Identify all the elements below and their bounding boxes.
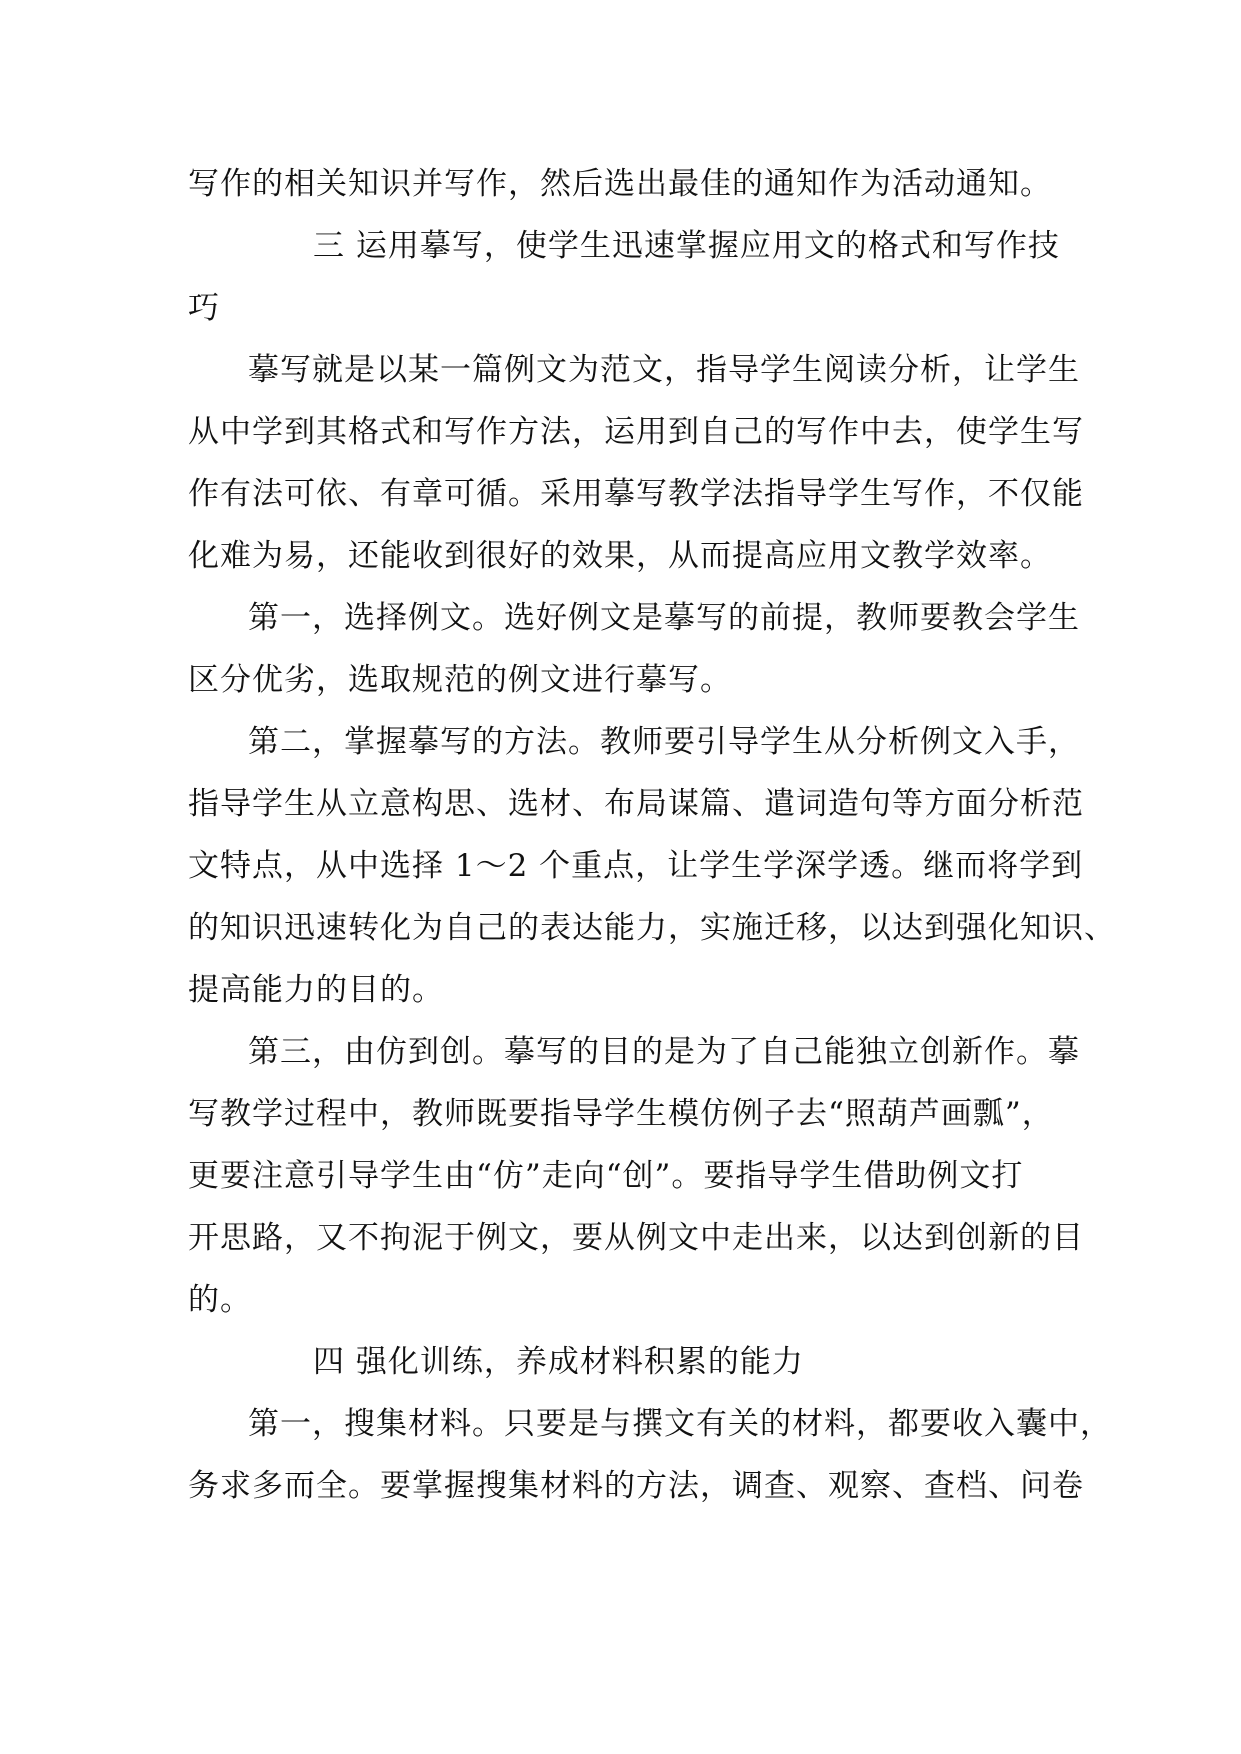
paragraph-start: 第二，掌握摹写的方法。教师要引导学生从分析例文入手， xyxy=(248,724,1080,760)
text-line: 务求多而全。要掌握搜集材料的方法，调查、观察、查档、问卷 xyxy=(188,1468,1084,1504)
text-line: 巧 xyxy=(188,290,220,326)
text-line: 提高能力的目的。 xyxy=(188,972,444,1008)
text-line: 写作的相关知识并写作，然后选出最佳的通知作为活动通知。 xyxy=(188,166,1052,202)
text-line: 作有法可依、有章可循。采用摹写教学法指导学生写作，不仅能 xyxy=(188,476,1084,512)
paragraph-start: 第三，由仿到创。摹写的目的是为了自己能独立创新作。摹 xyxy=(248,1034,1080,1070)
text-line: 从中学到其格式和写作方法，运用到自己的写作中去，使学生写 xyxy=(188,414,1084,450)
text-line: 文特点，从中选择 1～2 个重点，让学生学深学透。继而将学到 xyxy=(188,848,1084,884)
text-line: 的。 xyxy=(188,1282,252,1318)
paragraph-start: 摹写就是以某一篇例文为范文，指导学生阅读分析，让学生 xyxy=(248,352,1080,388)
text-line: 更要注意引导学生由“仿”走向“创”。要指导学生借助例文打 xyxy=(188,1158,1024,1194)
paragraph-start: 第一，选择例文。选好例文是摹写的前提，教师要教会学生 xyxy=(248,600,1080,636)
text-line: 化难为易，还能收到很好的效果，从而提高应用文教学效率。 xyxy=(188,538,1052,574)
text-line: 开思路，又不拘泥于例文，要从例文中走出来，以达到创新的目 xyxy=(188,1220,1084,1256)
text-line: 指导学生从立意构思、选材、布局谋篇、遣词造句等方面分析范 xyxy=(188,786,1084,822)
text-line: 的知识迅速转化为自己的表达能力，实施迁移，以达到强化知识、 xyxy=(188,910,1116,946)
section-heading-3: 三 运用摹写，使学生迅速掌握应用文的格式和写作技 xyxy=(313,228,1060,264)
text-line: 区分优劣，选取规范的例文进行摹写。 xyxy=(188,662,732,698)
paragraph-start: 第一，搜集材料。只要是与撰文有关的材料，都要收入囊中， xyxy=(248,1406,1112,1442)
text-line: 写教学过程中，教师既要指导学生模仿例子去“照葫芦画瓢”， xyxy=(188,1096,1054,1132)
section-heading-4: 四 强化训练，养成材料积累的能力 xyxy=(313,1344,804,1380)
